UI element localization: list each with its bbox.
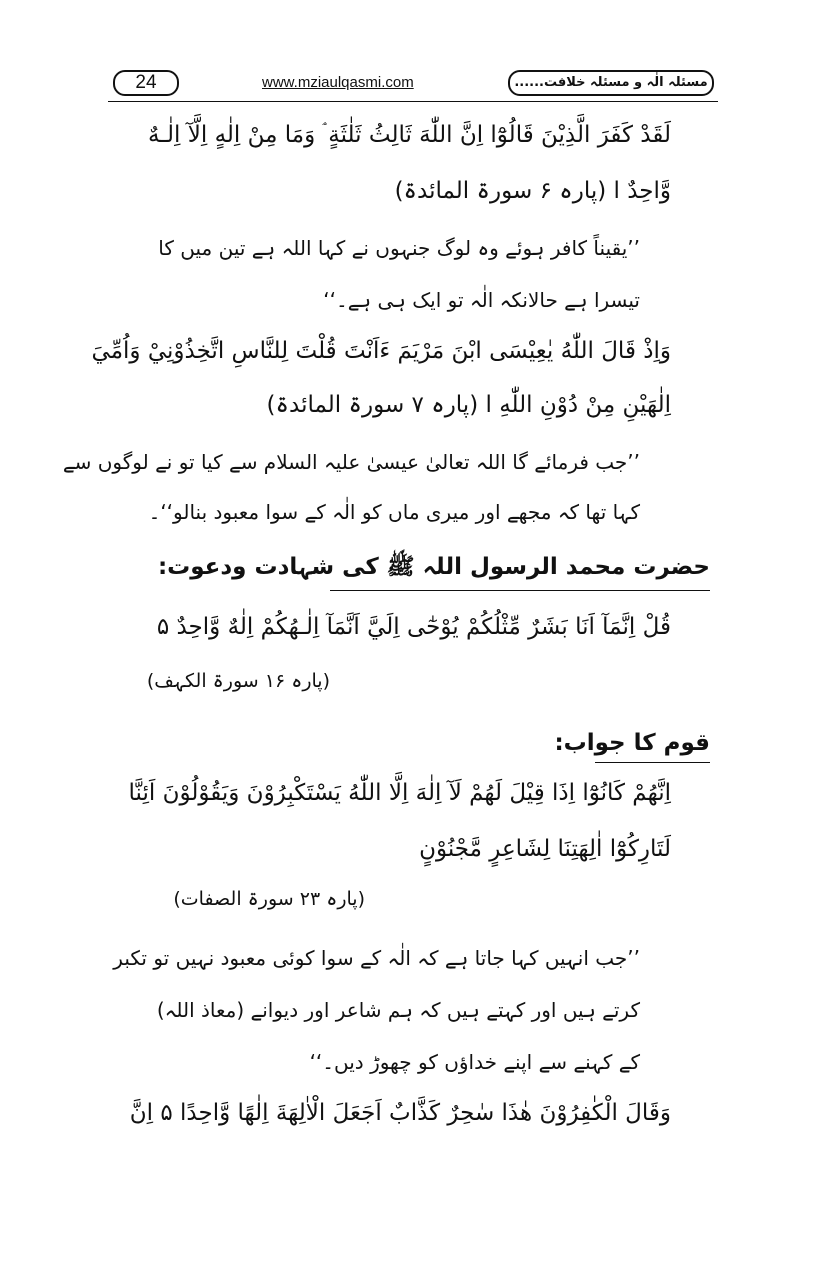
quran-verse-line: وَقَالَ الْكٰفِرُوْنَ هٰذَا سٰحِرٌ كَذَّابٌ اَجَعَلَ الْاٰلِهَةَ اِلٰهًا وَّاحِدًا ۵ اِنَّ: [129, 1100, 671, 1126]
quran-verse-line: وَّاحِدٌ ا (پارہ ۶ سورۃ المائدۃ): [394, 178, 671, 204]
page-number: 24: [113, 70, 179, 96]
translation-line: ’’یقیناً کافر ہوئے وہ لوگ جنہوں نے کہا اللہ ہے تین میں کا: [158, 236, 640, 260]
translation-line: تیسرا ہے حالانکہ الٰہ تو ایک ہی ہے۔‘‘: [323, 288, 640, 312]
heading-underline: [595, 762, 710, 763]
section-heading: حضرت محمد الرسول اللہ ﷺ کی شہادت ودعوت:: [157, 554, 710, 580]
translation-line: ’’جب انہیں کہا جاتا ہے کہ الٰہ کے سوا کوئی معبود نہیں تو تکبر: [113, 946, 640, 970]
section-heading: قوم کا جواب:: [554, 730, 710, 756]
translation-line: کہا تھا کہ مجھے اور میری ماں کو الٰہ کے سوا معبود بنالو‘‘۔: [148, 500, 640, 524]
translation-line: کرتے ہیں اور کہتے ہیں کہ ہم شاعر اور دیوانے (معاذ اللہ): [156, 998, 640, 1022]
page-header: [0, 66, 825, 100]
quran-verse-line: لَتَارِكُوْٓا اٰلِهَتِنَا لِشَاعِرٍ مَّجْنُوْنٍ: [419, 836, 671, 862]
quran-verse-line: لَقَدْ كَفَرَ الَّذِيْنَ قَالُوْٓا اِنَّ اللّٰهَ ثَالِثُ ثَلٰثَةٍ ۘ وَمَا مِنْ اِلٰهٍ اِلَّآ اِلٰـهٌ: [147, 122, 671, 148]
heading-underline: [330, 590, 710, 591]
book-title: مسئلہ الٰہ و مسئلہ خلافت......: [508, 70, 714, 96]
website-link[interactable]: www.mziaulqasmi.com: [262, 74, 414, 91]
header-divider: [108, 101, 718, 102]
quran-verse-line: اِنَّهُمْ كَانُوْٓا اِذَا قِيْلَ لَهُمْ لَآ اِلٰهَ اِلَّا اللّٰهُ يَسْتَكْبِرُوْنَ وَيَقُوْلُوْنَ اَئِنَّا: [128, 780, 671, 806]
quran-verse-line: اِلٰهَيْنِ مِنْ دُوْنِ اللّٰهِ ا (پارہ ۷ سورۃ المائدۃ): [266, 392, 671, 418]
quran-verse-line: وَاِذْ قَالَ اللّٰهُ يٰعِيْسَى ابْنَ مَرْيَمَ ءَاَنْتَ قُلْتَ لِلنَّاسِ اتَّخِذُوْنِيْ وَاُمِّيَ: [91, 338, 671, 364]
quran-verse-line: قُلْ اِنَّمَآ اَنَا بَشَرٌ مِّثْلُكُمْ يُوْحٰٓى اِلَيَّ اَنَّمَآ اِلٰـهُكُمْ اِلٰهٌ وَّاحِدٌ ۵: [156, 614, 671, 640]
translation-line: کے کہنے سے اپنے خداؤں کو چھوڑ دیں۔‘‘: [309, 1050, 640, 1074]
translation-line: ’’جب فرمائے گا اللہ تعالیٰ عیسیٰ علیہ السلام سے کیا تو نے لوگوں سے: [62, 450, 640, 474]
surah-reference: (پارہ ۲۳ سورۃ الصفات): [173, 888, 365, 910]
surah-reference: (پارہ ۱۶ سورۃ الکہف): [146, 670, 330, 692]
